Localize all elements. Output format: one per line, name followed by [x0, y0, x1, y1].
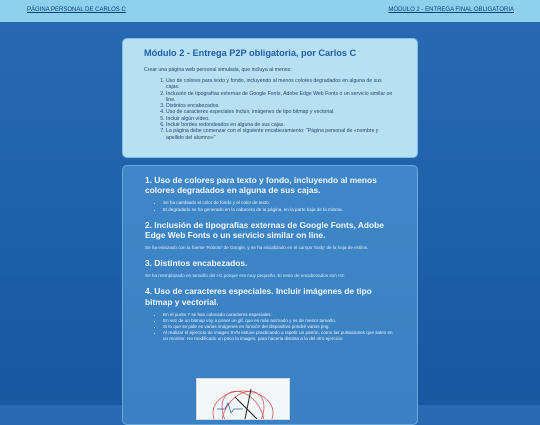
bullet-item: • En vez de un bitmap voy a poner un gif, que es más animado y es de menor tamaño.	[163, 318, 396, 324]
requirement-item: 2. Inclusión de tipografías externas de Google Fonts, Adobe Edge Web Fonts o un servicio similar on line.	[166, 91, 396, 104]
module-2-link[interactable]: MÓDULO 2 - ENTREGA FINAL OBLIGATORIA	[388, 7, 514, 13]
svg-pattern-image	[196, 378, 290, 420]
section-bullets	[145, 312, 396, 342]
section-heading: 1. Uso de colores para texto y fondo, incluyendo al menos colores degradados en alguna de sus cajas.	[145, 175, 377, 196]
section-bullets	[145, 200, 396, 212]
section-heading: 2. Inclusión de tipografías externas de Google Fonts, Adobe Edge Web Fonts o un servicio similar on line.	[145, 219, 384, 240]
section-headings	[145, 258, 396, 279]
bullet-item: • Si lo que se pide es varias imágenes en función del dispositivo pondré varios png.	[163, 324, 396, 330]
section-note: Se ha reemplazado en tamaño del H1 porque era muy pequeño. El resto de encabezados son H2.	[145, 273, 346, 279]
requirement-item: 5. Incluir algún vídeo.	[166, 116, 396, 122]
content-card	[122, 165, 418, 425]
bullet-item: • Al realizar el ejercicio de imagen SVN estuve practicando a repetir un patrón, como las pulsaciones que salen en un monitor. He modificado un poco la imagen, para hacerla distinta a la del otro ejercicio	[163, 330, 396, 342]
home-link[interactable]: PÁGINA PERSONAL DE CARLOS C	[27, 7, 126, 13]
top-navbar	[0, 0, 540, 22]
intro-card	[122, 38, 418, 158]
bullet-item: • En el punto 7 se han colocado caracteres especiales.	[163, 312, 396, 318]
section-note: Se ha enlazado con la fuente 'Roboto' de Google, y se ha inicializado en el campo 'body' de la hoja de estilos.	[145, 245, 369, 250]
section-special-chars	[145, 286, 396, 342]
section-colors	[145, 175, 396, 213]
page-title: Módulo 2 - Entrega P2P obligatoria, por Carlos C	[144, 48, 357, 58]
requirement-item: 6. Incluir bordes redondeados en alguna de sus cajas.	[166, 122, 396, 128]
requirement-item: 7. La página debe comenzar con el siguiente encabezamiento: "Página personal de «nombre y apellido del alumno»"	[166, 128, 396, 141]
section-heading: 3. Distintos encabezados.	[145, 258, 248, 269]
section-heading: 4. Uso de caracteres especiales. Incluir imágenes de tipo bitmap y vectorial.	[145, 286, 372, 307]
requirement-item: 1. Uso de colores para texto y fondo, incluyendo al menos colores degradados en alguna de sus cajas.	[166, 78, 396, 91]
pulse-pattern-icon	[197, 379, 289, 419]
section-fonts	[145, 220, 396, 252]
bullet-item: • Se ha cambiado el color de fondo y el color de texto.	[163, 200, 396, 206]
requirements-list	[144, 78, 396, 141]
bullet-item: • El degradado se ha generado en la cabecera de la página, en la parte baja de la misma.	[163, 207, 396, 213]
intro-lead: Crear una página web personal simulada, que incluya al menos:	[144, 67, 292, 73]
requirement-item: 3. Distintos encabezados.	[166, 103, 396, 109]
requirement-item: 4. Uso de caracteres especiales Incluir, imágenes de tipo bitmap y vectorial.	[166, 109, 396, 115]
